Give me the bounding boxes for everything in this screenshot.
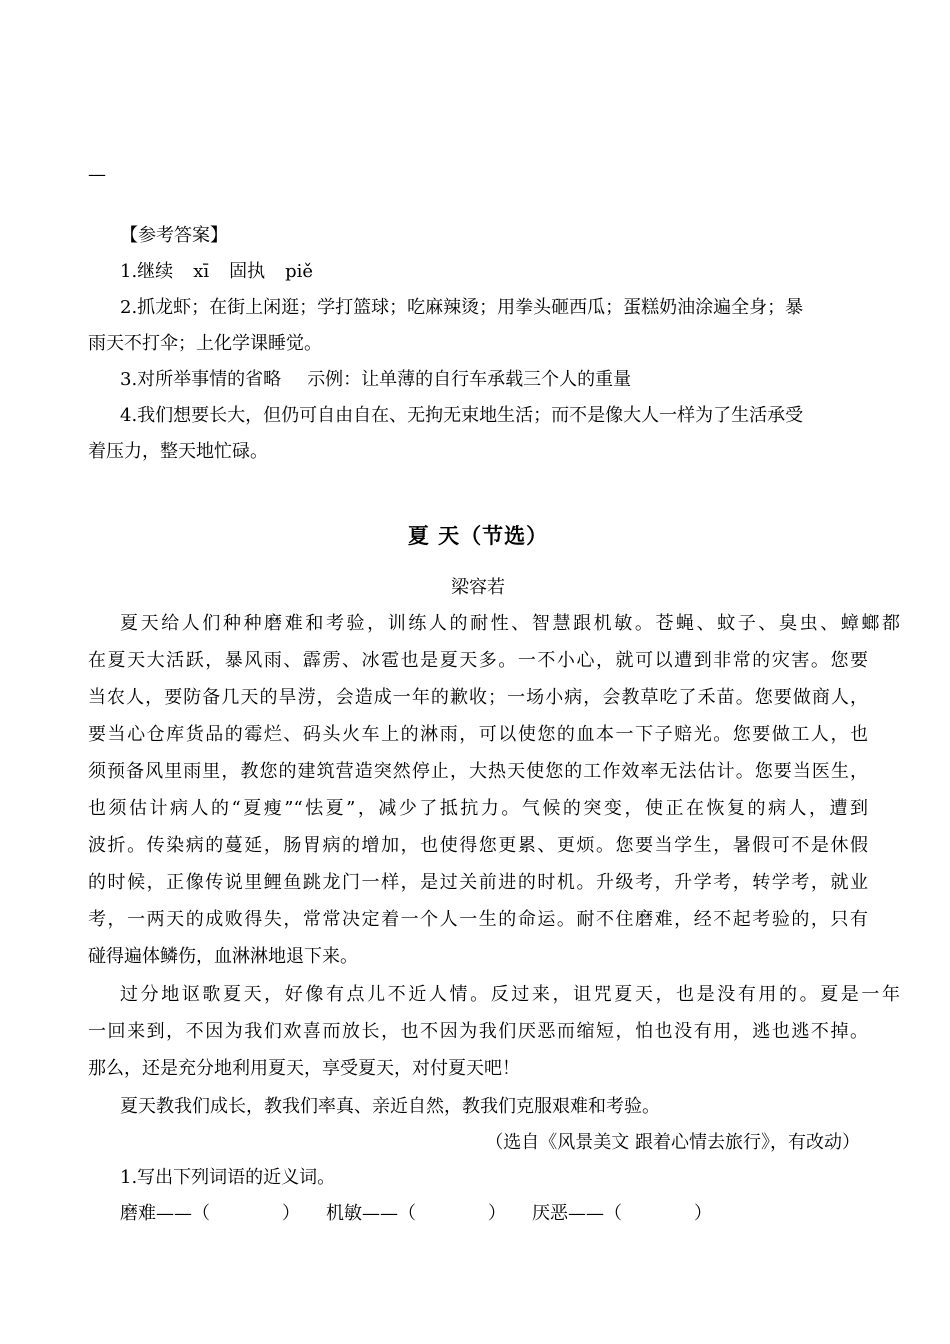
answer-4-line1: 4.我们想要长大，但仍可自由自在、无拘无束地生活；而不是像大人一样为了生活承受 (120, 405, 804, 426)
top-dash: — (88, 164, 106, 185)
p2-line: 过分地讴歌夏天，好像有点儿不近人情。反过来，诅咒夏天，也是没有用的。夏是一年 (120, 984, 900, 1005)
question-1: 1.写出下列词语的近义词。 (120, 1167, 336, 1188)
answer-3-part2: 示例：让单薄的自行车承载三个人的重量 (307, 369, 632, 390)
article-title: 夏 天（节选） (407, 524, 549, 548)
p1-line: 要当心仓库货品的霉烂、码头火车上的淋雨，可以使您的血本一下子赔光。您要做工人，也 (88, 724, 868, 745)
p1-line: 须预备风里雨里，教您的建筑营造突然停止，大热天使您的工作效率无法估计。您要当医生， (88, 761, 868, 782)
p1-line: 波折。传染病的蔓延，肠胃病的增加，也使得您更累、更烦。您要当学生，暑假可不是休假 (88, 835, 868, 856)
answer-heading: 【参考答案】 (120, 225, 228, 246)
answer-1-pinyin1: xī (193, 261, 210, 282)
question-1-blanks (88, 1203, 900, 1225)
answer-1-pinyin2: piě (285, 261, 314, 282)
p1-line: 碰得遍体鳞伤，血淋淋地退下来。 (88, 946, 358, 967)
answer-1 (88, 261, 900, 283)
answer-4-line2: 着压力，整天地忙碌。 (88, 441, 268, 462)
article-author: 梁容若 (451, 577, 505, 598)
answer-3-part1: 3.对所举事情的省略 (120, 369, 282, 390)
blank-word-1: 磨难——（ (120, 1203, 210, 1224)
p1-line: 考，一两天的成败得失，常常决定着一个人一生的命运。耐不住磨难，经不起考验的，只有 (88, 909, 868, 930)
blank-close-2: ） (488, 1203, 506, 1224)
answer-2-line1: 2.抓龙虾；在街上闲逛；学打篮球；吃麻辣烫；用拳头砸西瓜；蛋糕奶油涂遍全身；暴 (120, 297, 804, 318)
p2-line: 一回来到，不因为我们欢喜而放长，也不因为我们厌恶而缩短，怕也没有用，逃也逃不掉。 (88, 1021, 868, 1042)
blank-word-2: 机敏——（ (326, 1203, 416, 1224)
article-source: （选自《风景美文 跟着心情去旅行》，有改动） (485, 1132, 860, 1153)
blank-close-1: ） (282, 1203, 300, 1224)
answer-1-word2: 固执 (229, 261, 266, 282)
p1-line: 当农人，要防备几天的旱涝，会造成一年的歉收；一场小病，会教草吃了禾苗。您要做商人， (88, 687, 868, 708)
answer-3 (88, 369, 900, 391)
p1-line: 在夏天大活跃，暴风雨、霹雳、冰雹也是夏天多。一不小心，就可以遭到非常的灾害。您要 (88, 650, 868, 671)
p1-line: 夏天给人们种种磨难和考验，训练人的耐性、智慧跟机敏。苍蝇、蚊子、臭虫、蟑螂都 (120, 613, 900, 634)
answer-2-line2: 雨天不打伞；上化学课睡觉。 (88, 333, 322, 354)
p1-line: 的时候，正像传说里鲤鱼跳龙门一样，是过关前进的时机。升级考，升学考，转学考，就业 (88, 872, 868, 893)
answer-1-word1: 1.继续 (120, 261, 174, 282)
p1-line: 也须估计病人的“夏瘦”“怯夏”，减少了抵抗力。气候的突变，使正在恢复的病人，遭到 (88, 798, 868, 819)
blank-word-3: 厌恶——（ (532, 1203, 622, 1224)
p2-line: 那么，还是充分地利用夏天，享受夏天，对付夏天吧！ (88, 1058, 520, 1079)
p3-line: 夏天教我们成长，教我们率真、亲近自然，教我们克服艰难和考验。 (120, 1096, 660, 1117)
blank-close-3: ） (694, 1203, 712, 1224)
